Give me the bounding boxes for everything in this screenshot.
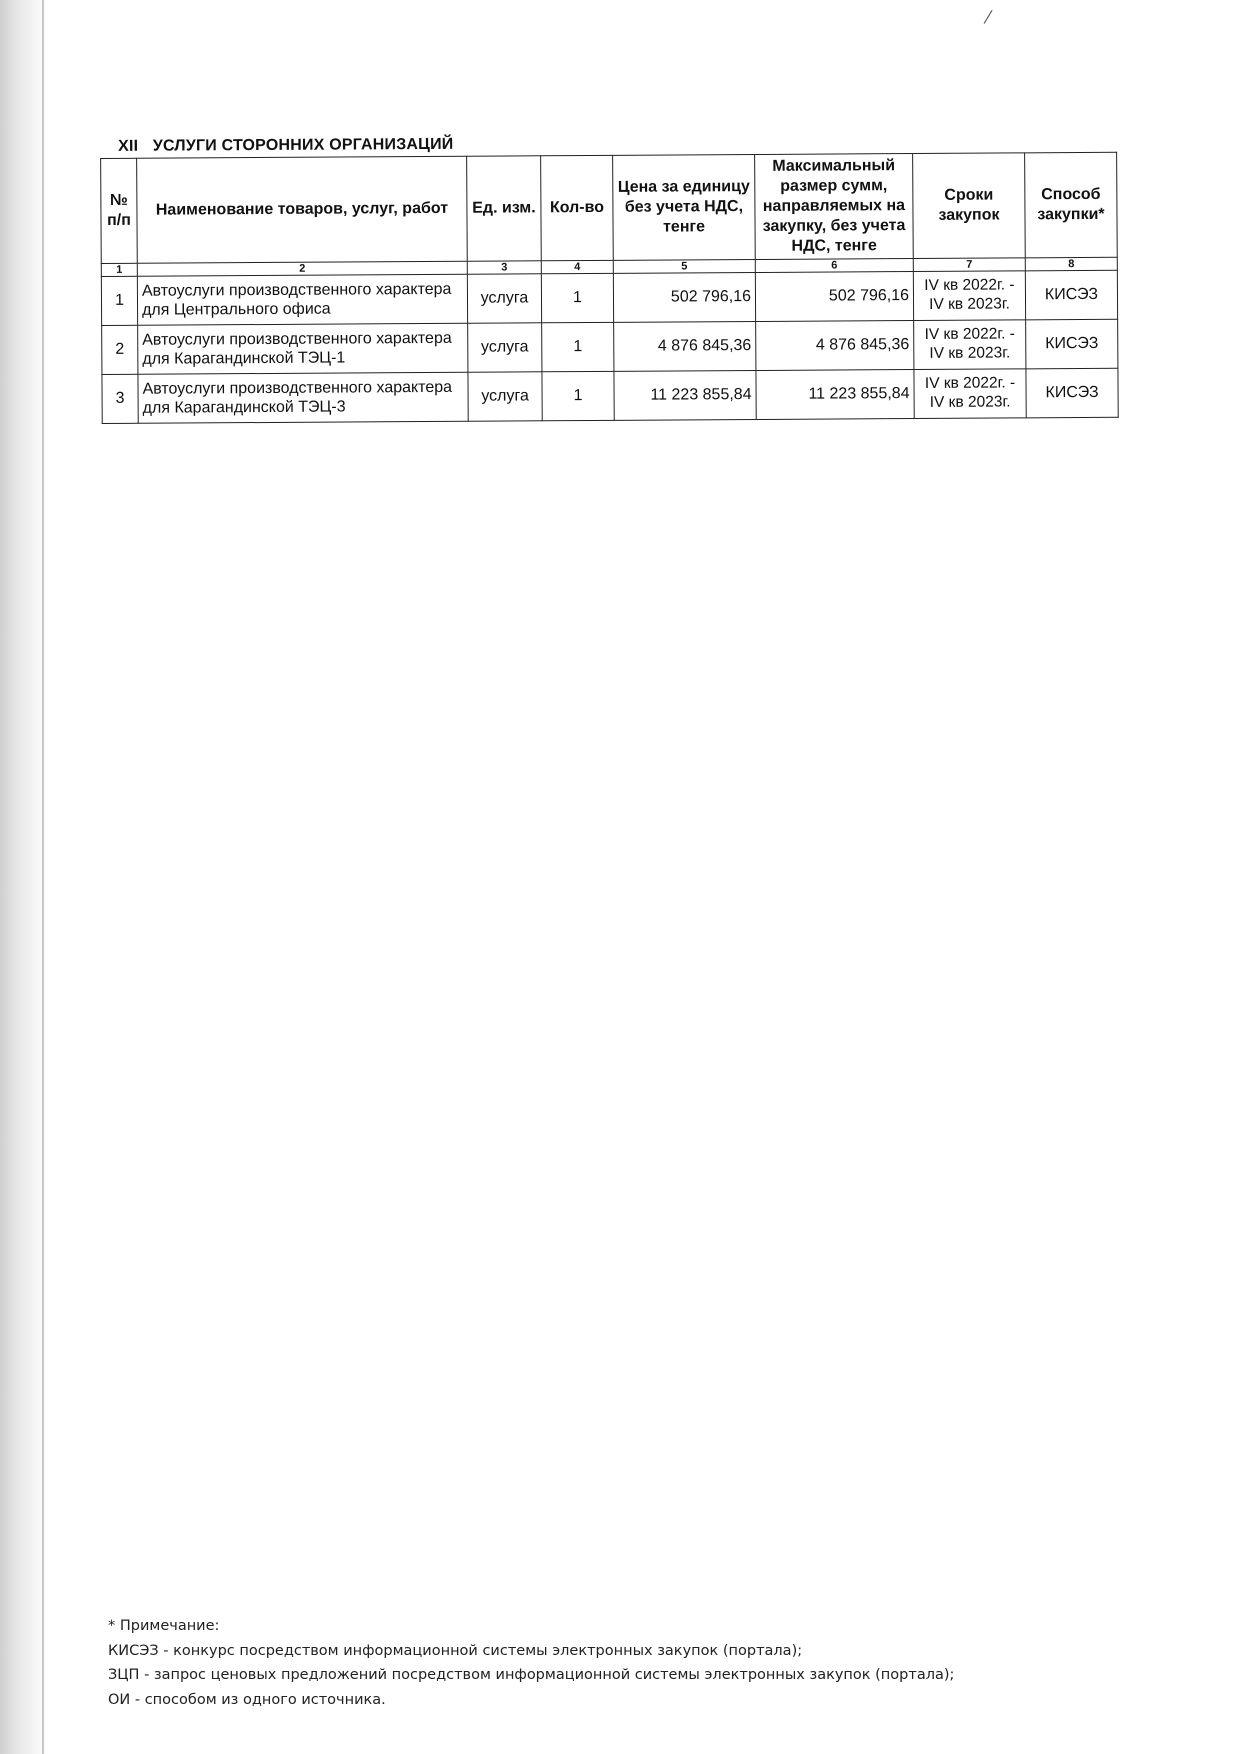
column-index: 2	[137, 261, 467, 276]
row-max-sum: 502 796,16	[755, 272, 913, 322]
footnote-line: ЗЦП - запрос ценовых предложений посредством информационной системы электронных закупок (портала);	[108, 1667, 955, 1683]
row-qty: 1	[541, 273, 613, 322]
footnote-line: ОИ - способом из одного источника.	[108, 1691, 386, 1708]
header-max-sum: Максимальный размер сумм, направляемых на закупку, без учета НДС, тенге	[755, 154, 914, 260]
row-max-sum: 11 223 855,84	[756, 370, 914, 420]
footnote-title: * Примечание:	[108, 1618, 220, 1634]
column-index: 7	[913, 258, 1025, 272]
row-max-sum: 4 876 845,36	[756, 321, 914, 371]
header-unit: Ед. изм.	[467, 156, 542, 261]
row-unit: услуга	[468, 323, 542, 372]
scan-edge-line	[42, 0, 44, 1754]
header-method: Способ закупки*	[1025, 152, 1118, 258]
row-terms: IV кв 2022г. - IV кв 2023г.	[914, 320, 1026, 370]
section-number: XII	[117, 137, 139, 155]
column-index: 6	[755, 259, 913, 273]
row-method: КИСЭЗ	[1026, 368, 1118, 418]
row-terms: IV кв 2022г. - IV кв 2023г.	[913, 271, 1025, 321]
row-terms: IV кв 2022г. - IV кв 2023г.	[914, 369, 1026, 419]
table-row	[102, 319, 1118, 374]
table-row	[102, 368, 1118, 423]
row-name: Автоуслуги производственного характера для Карагандинской ТЭЦ-1	[138, 323, 468, 374]
row-qty: 1	[542, 322, 614, 371]
footnote-line: КИСЭЗ - конкурс посредством информационной системы электронных закупок (портала);	[108, 1642, 803, 1659]
column-index: 8	[1025, 257, 1117, 271]
row-name: Автоуслуги производственного характера для Центрального офиса	[137, 274, 467, 325]
row-method: КИСЭЗ	[1026, 319, 1118, 369]
row-number: 2	[102, 325, 138, 374]
row-qty: 1	[542, 371, 614, 420]
row-price: 502 796,16	[613, 272, 755, 322]
row-price: 4 876 845,36	[614, 321, 756, 371]
footnotes	[108, 1614, 954, 1712]
header-qty: Кол-во	[541, 155, 614, 260]
header-price: Цена за единицу без учета НДС, тенге	[613, 155, 756, 261]
column-index: 1	[101, 263, 137, 276]
column-index: 5	[613, 259, 755, 273]
table-header-row	[101, 152, 1118, 263]
column-index: 3	[467, 261, 541, 274]
procurement-table	[100, 152, 1119, 424]
row-number: 1	[101, 276, 137, 325]
header-name: Наименование товаров, услуг, работ	[137, 156, 468, 263]
section-title-text: УСЛУГИ СТОРОННИХ ОРГАНИЗАЦИЙ	[152, 135, 454, 155]
table-row	[101, 270, 1117, 325]
column-index: 4	[541, 260, 613, 273]
row-unit: услуга	[467, 274, 541, 323]
header-terms: Сроки закупок	[913, 153, 1026, 259]
row-name: Автоуслуги производственного характера для Карагандинской ТЭЦ-3	[138, 372, 468, 423]
row-method: КИСЭЗ	[1025, 270, 1117, 320]
scan-edge-shadow	[0, 0, 48, 1754]
row-price: 11 223 855,84	[614, 370, 756, 420]
procurement-sheet	[100, 132, 1122, 424]
header-no: № п/п	[101, 158, 138, 263]
row-number: 3	[102, 374, 138, 423]
row-unit: услуга	[468, 372, 542, 421]
pen-mark: /	[982, 3, 994, 30]
